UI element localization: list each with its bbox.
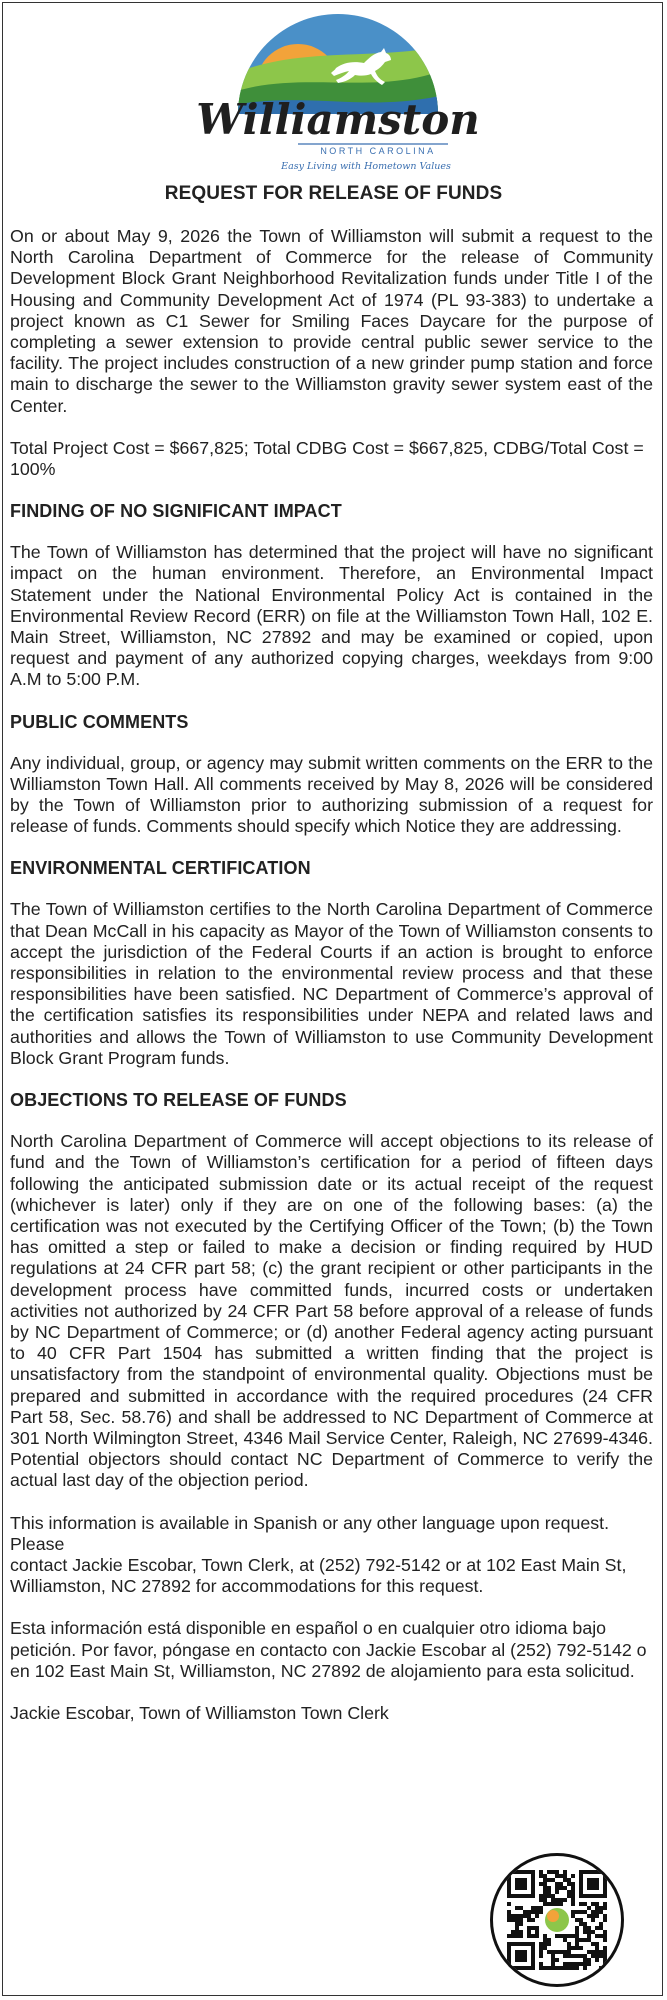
qr-module <box>587 1958 591 1962</box>
qr-module <box>583 1902 587 1906</box>
qr-module <box>559 1966 563 1970</box>
qr-module <box>579 1910 583 1914</box>
qr-module <box>599 1906 603 1910</box>
qr-module <box>563 1954 567 1958</box>
qr-module <box>515 1906 519 1910</box>
qr-module <box>543 1934 547 1938</box>
qr-module <box>591 1902 595 1906</box>
qr-module <box>519 1934 523 1938</box>
qr-finder-pattern <box>515 1950 527 1962</box>
qr-module <box>531 1918 535 1922</box>
qr-module <box>527 1914 531 1918</box>
qr-module <box>559 1886 563 1890</box>
qr-module <box>511 1914 515 1918</box>
qr-module <box>571 1962 575 1966</box>
qr-module <box>555 1870 559 1874</box>
qr-module <box>527 1934 531 1938</box>
qr-module <box>571 1894 575 1898</box>
qr-module <box>599 1934 603 1938</box>
qr-module <box>555 1882 559 1886</box>
qr-module <box>603 1914 607 1918</box>
qr-module <box>603 1958 607 1962</box>
certification-heading: ENVIRONMENTAL CERTIFICATION <box>10 858 311 879</box>
qr-module <box>563 1938 567 1942</box>
qr-module <box>575 1962 579 1966</box>
qr-module <box>531 1926 535 1930</box>
qr-module <box>579 1946 583 1950</box>
qr-module <box>591 1914 595 1918</box>
qr-module <box>539 1966 543 1970</box>
qr-module <box>575 1930 579 1934</box>
qr-module <box>571 1946 575 1950</box>
qr-module <box>551 1898 555 1902</box>
qr-module <box>575 1946 579 1950</box>
qr-module <box>567 1942 571 1946</box>
qr-module <box>555 1890 559 1894</box>
qr-module <box>571 1954 575 1958</box>
qr-module <box>567 1882 571 1886</box>
qr-module <box>567 1934 571 1938</box>
qr-module <box>563 1950 567 1954</box>
qr-module <box>547 1942 551 1946</box>
qr-module <box>543 1874 547 1878</box>
town-logo <box>188 6 488 176</box>
qr-module <box>527 1918 531 1922</box>
qr-module <box>559 1874 563 1878</box>
qr-module <box>583 1926 587 1930</box>
qr-module <box>587 1938 591 1942</box>
qr-module <box>579 1918 583 1922</box>
qr-module <box>515 1914 519 1918</box>
qr-module <box>595 1954 599 1958</box>
qr-module <box>515 1930 519 1934</box>
notice-title: REQUEST FOR RELEASE OF FUNDS <box>164 183 503 204</box>
qr-module <box>591 1918 595 1922</box>
qr-module <box>547 1894 551 1898</box>
qr-module <box>583 1962 587 1966</box>
qr-module <box>539 1894 543 1898</box>
qr-module <box>539 1962 543 1966</box>
qr-module <box>603 1930 607 1934</box>
qr-module <box>603 1950 607 1954</box>
intro-paragraph: On or about May 9, 2026 the Town of Williamston will submit a request to the North Carolina Department of Commerce for the release of Community Development Block Grant Neighborhood Revitalization funds under Title I of the Housing and Community Development Act of 1974 (PL 93-383) to undertake a project known as C1 Sewer for Smiling Faces Daycare for the purpose of completing a sewer extension to provide central public sewer service to the facility. The project includes construction of a new grinder pump station and force main to discharge the sewer to the Williamston gravity sewer system east of the Center. <box>10 226 653 416</box>
qr-module <box>595 1926 599 1930</box>
qr-module <box>575 1910 579 1914</box>
qr-module <box>579 1938 583 1942</box>
qr-module <box>539 1910 543 1914</box>
qr-module <box>511 1934 515 1938</box>
qr-module <box>579 1902 583 1906</box>
qr-module <box>571 1890 575 1894</box>
qr-module <box>559 1898 563 1902</box>
qr-module <box>587 1926 591 1930</box>
qr-module <box>507 1934 511 1938</box>
qr-module <box>571 1874 575 1878</box>
qr-module <box>551 1902 555 1906</box>
qr-module <box>511 1918 515 1922</box>
qr-module <box>575 1966 579 1970</box>
qr-module <box>579 1922 583 1926</box>
qr-module <box>595 1914 599 1918</box>
qr-module <box>563 1966 567 1970</box>
qr-module <box>547 1902 551 1906</box>
qr-module <box>591 1954 595 1958</box>
qr-module <box>587 1950 591 1954</box>
qr-module <box>595 1906 599 1910</box>
qr-module <box>543 1898 547 1902</box>
qr-module <box>551 1894 555 1898</box>
qr-module <box>575 1934 579 1938</box>
language-english-line1: This information is available in Spanish or any other language upon request. Please <box>10 1512 610 1554</box>
qr-module <box>571 1882 575 1886</box>
qr-module <box>587 1914 591 1918</box>
qr-module <box>603 1902 607 1906</box>
qr-module <box>571 1886 575 1890</box>
qr-module <box>563 1886 567 1890</box>
qr-module <box>595 1910 599 1914</box>
qr-module <box>555 1902 559 1906</box>
qr-module <box>603 1906 607 1910</box>
qr-module <box>519 1930 523 1934</box>
qr-module <box>535 1914 539 1918</box>
cost-paragraph: Total Project Cost = $667,825; Total CDBG Cost = $667,825, CDBG/Total Cost = 100% <box>10 437 644 480</box>
qr-module <box>535 1906 539 1910</box>
qr-module <box>559 1934 563 1938</box>
qr-module <box>519 1906 523 1910</box>
qr-module <box>559 1950 563 1954</box>
qr-module <box>535 1926 539 1930</box>
qr-module <box>555 1886 559 1890</box>
qr-module <box>603 1938 607 1942</box>
qr-module <box>559 1902 563 1906</box>
qr-module <box>571 1914 575 1918</box>
qr-module <box>547 1938 551 1942</box>
qr-module <box>595 1946 599 1950</box>
qr-module <box>551 1878 555 1882</box>
qr-module <box>531 1906 535 1910</box>
qr-module <box>587 1934 591 1938</box>
qr-module <box>535 1910 539 1914</box>
qr-module <box>531 1934 535 1938</box>
qr-module <box>575 1942 579 1946</box>
qr-module <box>515 1926 519 1930</box>
qr-module <box>551 1966 555 1970</box>
qr-module <box>583 1930 587 1934</box>
qr-module <box>539 1950 543 1954</box>
qr-module <box>563 1878 567 1882</box>
qr-module <box>567 1966 571 1970</box>
qr-module <box>535 1934 539 1938</box>
qr-module <box>507 1914 511 1918</box>
qr-module <box>571 1902 575 1906</box>
qr-module <box>555 1874 559 1878</box>
qr-module <box>547 1886 551 1890</box>
qr-module <box>539 1942 543 1946</box>
qr-module <box>563 1934 567 1938</box>
certification-paragraph: The Town of Williamston certifies to the North Carolina Department of Commerce that Dean McCall in his capacity as Mayor of the Town of Williamston consents to accept the jurisdiction of the Federal Courts if an action is brought to enforce responsibilities in relation to the environmental review process and that these responsibilities have been satisfied. NC Department of Commerce’s approval of the certification satisfies its responsibilities under NEPA and related laws and authorities and allows the Town of Williamston to use Community Development Block Grant Program funds. <box>10 899 653 1068</box>
qr-module <box>567 1950 571 1954</box>
qr-module <box>527 1926 531 1930</box>
objections-paragraph: North Carolina Department of Commerce will accept objections to its release of fund and the Town of Williamston’s certification for a period of fifteen days following the anticipated submission date or its actual receipt of the request (whichever is later) only if they are on one of the following bases: (a) the certification was not executed by the Certifying Officer of the Town; (b) the Town has omitted a step or failed to make a decision or finding required by HUD regulations at 24 CFR part 58; (c) the grant recipient or other participants in the development process have committed funds, incurred costs or undertaken activities not authorized by 24 CFR Part 58 before approval of a release of funds by NC Department of Commerce; or (d) another Federal agency acting pursuant to 40 CFR Part 1504 has submitted a written finding that the project is unsatisfactory from the standpoint of environmental quality. Objections must be prepared and submitted in accordance with the required procedures (24 CFR Part 58, Sec. 58.76) and shall be addressed to NC Department of Commerce at 301 North Wilmington Street, 4346 Mail Service Center, Raleigh, NC 27699-4346. Potential objectors should contact NC Department of Commerce to verify the actual last day of the objection period. <box>10 1131 653 1491</box>
qr-module <box>579 1954 583 1958</box>
qr-module <box>599 1954 603 1958</box>
qr-module <box>575 1926 579 1930</box>
qr-module <box>507 1910 511 1914</box>
qr-code-graphic <box>493 1856 621 1984</box>
qr-finder-pattern <box>515 1878 527 1890</box>
fonsi-heading: FINDING OF NO SIGNIFICANT IMPACT <box>10 501 342 522</box>
qr-module <box>595 1902 599 1906</box>
qr-module <box>543 1966 547 1970</box>
qr-module <box>603 1918 607 1922</box>
qr-module <box>527 1910 531 1914</box>
qr-module <box>543 1938 547 1942</box>
qr-module <box>543 1946 547 1950</box>
qr-finder-pattern <box>587 1878 599 1890</box>
qr-module <box>567 1962 571 1966</box>
logo-graphic <box>188 6 488 176</box>
qr-module <box>547 1878 551 1882</box>
qr-module <box>539 1874 543 1878</box>
qr-module <box>599 1922 603 1926</box>
qr-module <box>551 1954 555 1958</box>
logo-name: Williamston <box>196 95 480 144</box>
qr-module <box>583 1966 587 1970</box>
objections-heading: OBJECTIONS TO RELEASE OF FUNDS <box>10 1090 347 1111</box>
qr-center-sun-icon <box>547 1910 559 1922</box>
qr-module <box>535 1930 539 1934</box>
qr-module <box>595 1958 599 1962</box>
qr-module <box>515 1922 519 1926</box>
qr-module <box>583 1954 587 1958</box>
qr-module <box>567 1894 571 1898</box>
notice-body <box>10 226 653 1724</box>
qr-module <box>547 1870 551 1874</box>
qr-module <box>543 1886 547 1890</box>
qr-module <box>539 1898 543 1902</box>
qr-module <box>515 1934 519 1938</box>
qr-module <box>555 1898 559 1902</box>
qr-module <box>591 1942 595 1946</box>
qr-module <box>555 1966 559 1970</box>
qr-module <box>571 1934 575 1938</box>
qr-module <box>595 1934 599 1938</box>
qr-module <box>555 1934 559 1938</box>
qr-module <box>583 1958 587 1962</box>
public-comments-heading: PUBLIC COMMENTS <box>10 711 189 732</box>
qr-module <box>547 1966 551 1970</box>
qr-module <box>539 1882 543 1886</box>
qr-module <box>507 1902 511 1906</box>
qr-module <box>603 1954 607 1958</box>
qr-module <box>587 1906 591 1910</box>
qr-module <box>547 1890 551 1894</box>
qr-module <box>551 1962 555 1966</box>
qr-module <box>567 1890 571 1894</box>
qr-module <box>519 1918 523 1922</box>
qr-module <box>583 1938 587 1942</box>
qr-module <box>575 1938 579 1942</box>
qr-module <box>567 1878 571 1882</box>
qr-module <box>539 1954 543 1958</box>
qr-module <box>599 1926 603 1930</box>
language-english-line2: contact Jackie Escobar, Town Clerk, at (252) 792-5142 or at 102 East Main St, Williamston, NC 27892 for accommodations for this request. <box>10 1554 627 1597</box>
qr-module <box>591 1910 595 1914</box>
qr-module <box>523 1910 527 1914</box>
public-comments-paragraph: Any individual, group, or agency may submit written comments on the ERR to the Williamston Town Hall. All comments received by May 8, 2026 will be considered by the Town of Williamston prior to authorizing submission of a request for release of funds. Comments should specify which Notice they are addressing. <box>10 752 653 837</box>
qr-module <box>571 1966 575 1970</box>
qr-module <box>559 1882 563 1886</box>
qr-module <box>523 1914 527 1918</box>
qr-module <box>555 1950 559 1954</box>
qr-module <box>595 1942 599 1946</box>
signature-line: Jackie Escobar, Town of Williamston Town Clerk <box>10 1702 389 1723</box>
qr-module <box>563 1962 567 1966</box>
qr-module <box>543 1878 547 1882</box>
qr-module <box>543 1942 547 1946</box>
qr-module <box>591 1930 595 1934</box>
qr-module <box>527 1930 531 1934</box>
qr-module <box>551 1870 555 1874</box>
qr-module <box>519 1922 523 1926</box>
qr-module <box>555 1958 559 1962</box>
qr-module <box>599 1910 603 1914</box>
qr-module <box>579 1962 583 1966</box>
qr-module <box>567 1954 571 1958</box>
qr-module <box>543 1882 547 1886</box>
qr-module <box>563 1870 567 1874</box>
qr-module <box>587 1962 591 1966</box>
qr-module <box>563 1874 567 1878</box>
qr-module <box>575 1954 579 1958</box>
qr-module <box>543 1902 547 1906</box>
qr-module <box>539 1946 543 1950</box>
qr-module <box>551 1950 555 1954</box>
fonsi-paragraph: The Town of Williamston has determined that the project will have no significant impact on the human environment. Therefore, an Environmental Impact Statement under the National Environmental Policy Act is contained in the Environmental Review Record (ERR) on file at the Williamston Town Hall, 102 E. Main Street, Williamston, NC 27892 and may be examined or copied, upon request and payment of any authorized copying charges, weekdays from 9:00 A.M to 5:00 P.M. <box>10 542 653 690</box>
qr-module <box>595 1950 599 1954</box>
qr-module <box>575 1918 579 1922</box>
qr-module <box>567 1946 571 1950</box>
qr-module <box>543 1894 547 1898</box>
qr-module <box>539 1870 543 1874</box>
qr-module <box>583 1922 587 1926</box>
qr-module <box>511 1930 515 1934</box>
language-spanish-paragraph: Esta información está disponible en español o en cualquier otro idioma bajo petición. Por favor, póngase en contacto con Jackie Escobar al (252) 792-5142 o en 102 East Main St, Williamston, NC 27892 de alojamiento para esta solicitud. <box>10 1618 647 1681</box>
qr-module <box>587 1930 591 1934</box>
qr-code[interactable] <box>490 1853 624 1987</box>
qr-module <box>507 1918 511 1922</box>
qr-module <box>591 1950 595 1954</box>
qr-module <box>603 1946 607 1950</box>
qr-module <box>543 1890 547 1894</box>
logo-tagline: Easy Living with Hometown Values <box>281 161 451 172</box>
qr-module <box>539 1906 543 1910</box>
qr-module <box>531 1910 535 1914</box>
qr-module <box>563 1898 567 1902</box>
qr-module <box>547 1950 551 1954</box>
qr-module <box>571 1898 575 1902</box>
logo-state: NORTH CAROLINA <box>320 146 436 156</box>
qr-module <box>519 1914 523 1918</box>
qr-module <box>599 1950 603 1954</box>
qr-module <box>551 1958 555 1962</box>
qr-module <box>515 1918 519 1922</box>
qr-module <box>583 1910 587 1914</box>
qr-module <box>571 1910 575 1914</box>
qr-module <box>603 1934 607 1938</box>
